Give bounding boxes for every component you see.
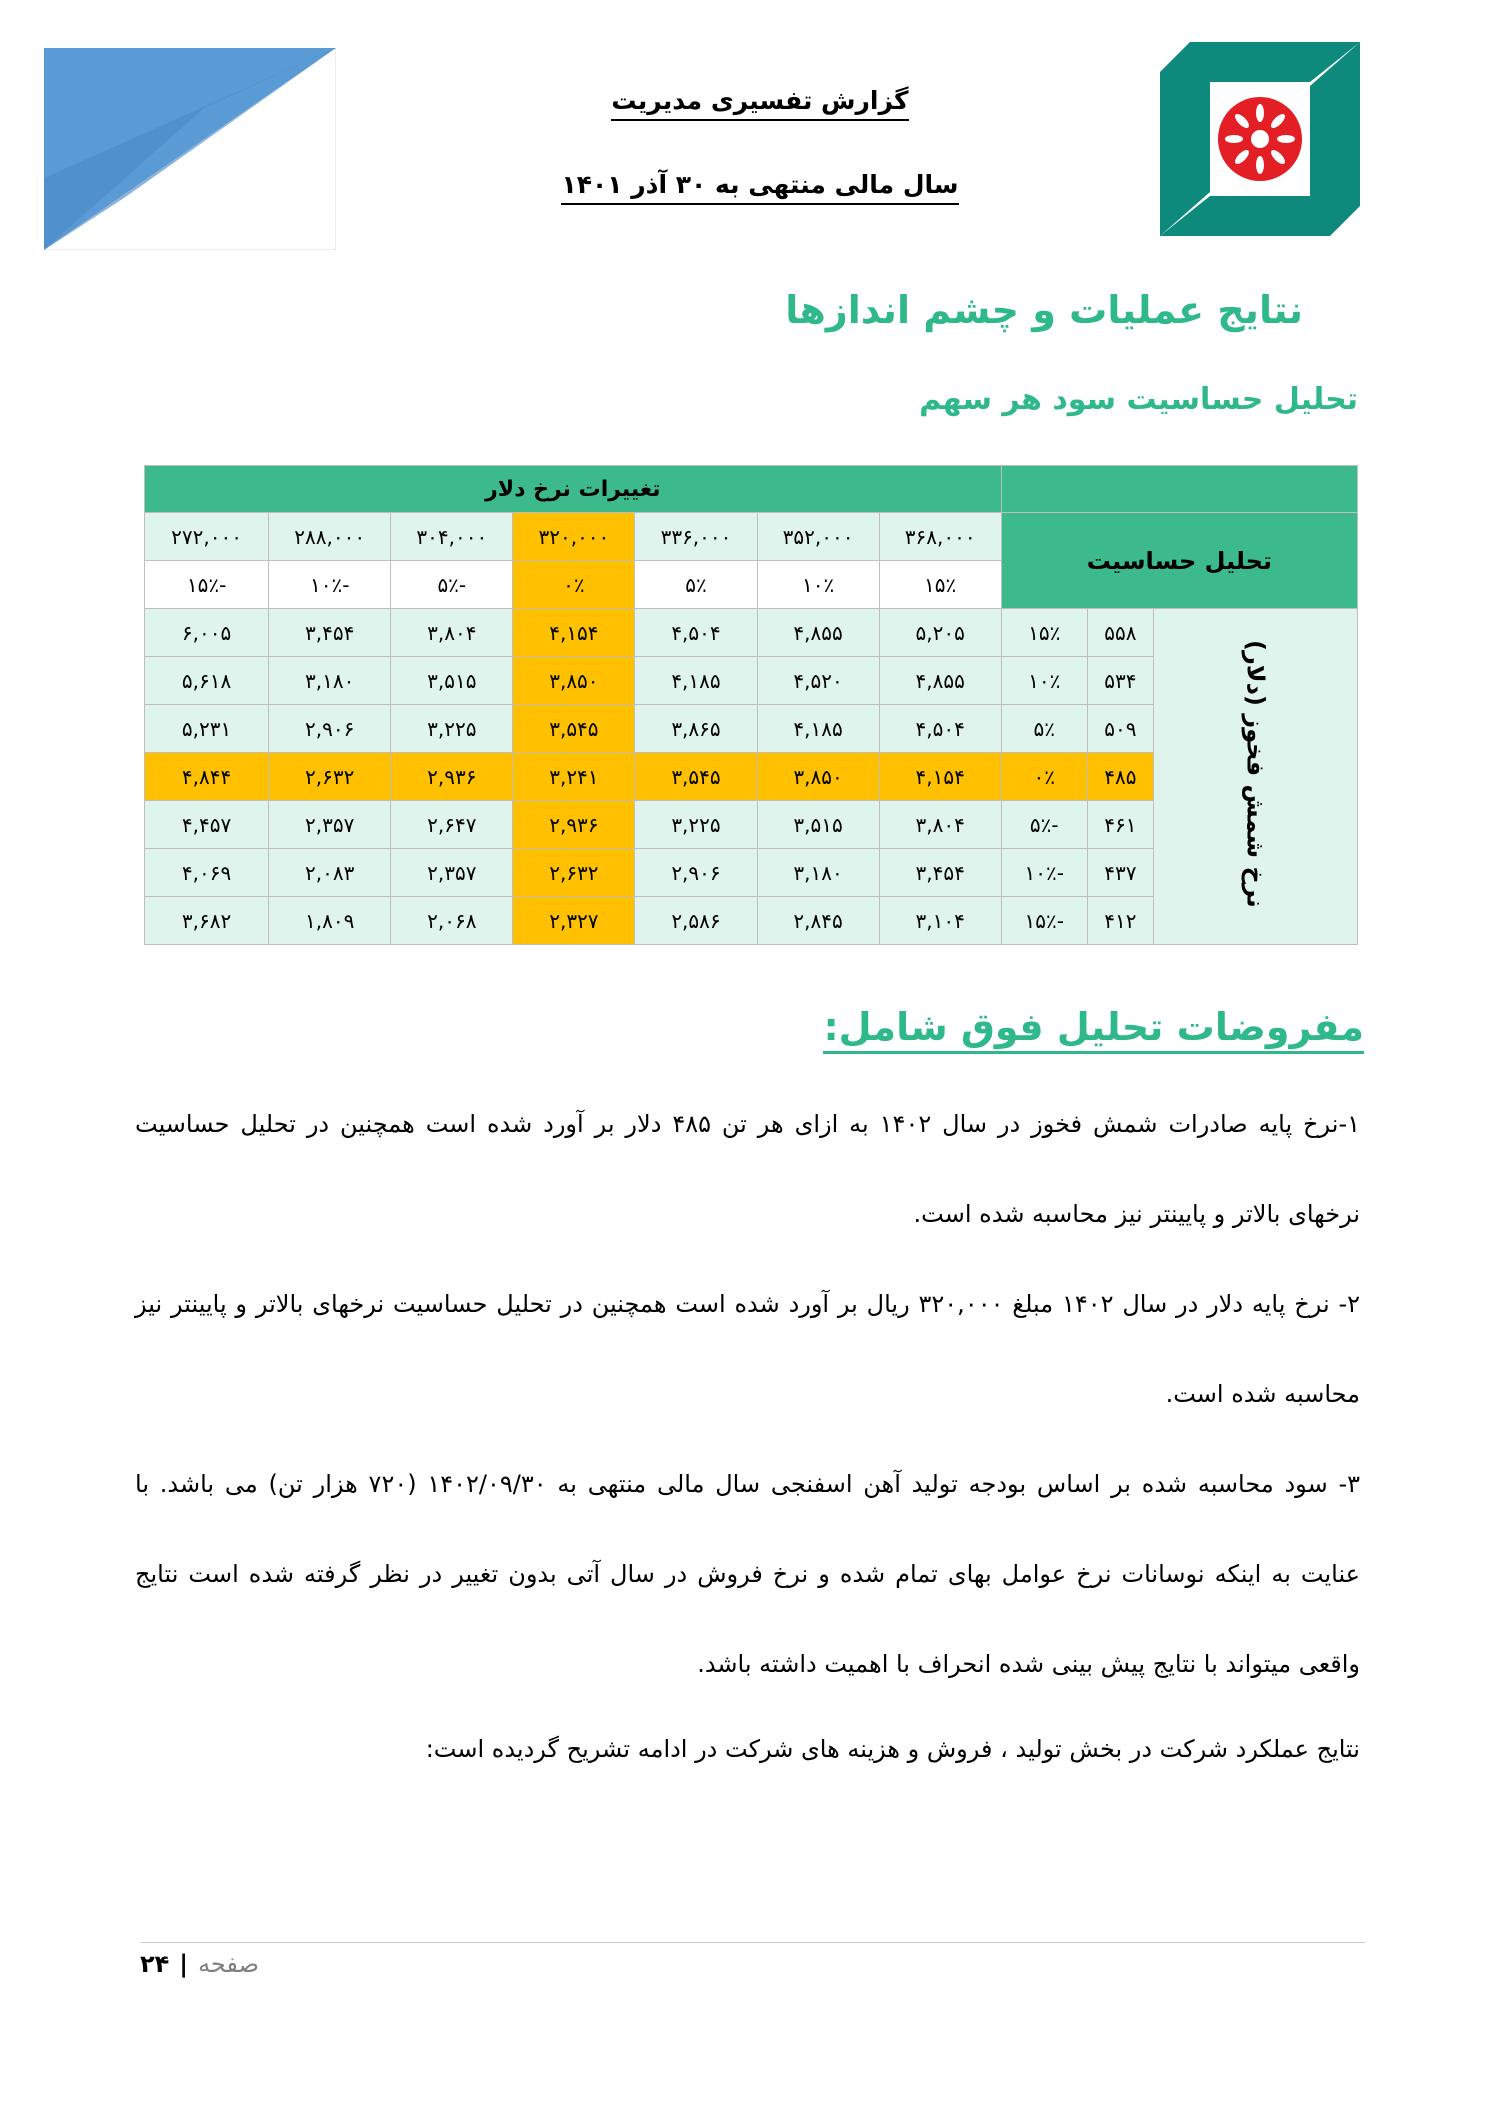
eps-cell: ۳,۶۸۲ (145, 897, 269, 945)
eps-cell: ۲,۳۵۷ (391, 849, 513, 897)
eps-cell: ۴,۱۵۴ (879, 753, 1001, 801)
eps-cell: ۳,۵۴۵ (513, 705, 635, 753)
sensitivity-table (144, 465, 1358, 945)
bullion-change: -۱۵٪ (1001, 897, 1087, 945)
eps-cell: ۴,۵۰۴ (635, 609, 757, 657)
eps-cell: ۵,۲۰۵ (879, 609, 1001, 657)
eps-cell: ۴,۴۵۷ (145, 801, 269, 849)
eps-cell: ۳,۱۰۴ (879, 897, 1001, 945)
eps-cell: ۴,۱۸۵ (635, 657, 757, 705)
dollar-change-header: ۰٪ (513, 561, 635, 609)
bullion-change: ۱۵٪ (1001, 609, 1087, 657)
eps-cell: ۲,۶۳۲ (269, 753, 391, 801)
bullion-price: ۵۰۹ (1087, 705, 1153, 753)
dollar-change-header: -۵٪ (391, 561, 513, 609)
dollar-change-header: -۱۵٪ (145, 561, 269, 609)
eps-cell: ۲,۰۸۳ (269, 849, 391, 897)
dollar-rate-header: ۳۵۲,۰۰۰ (757, 513, 879, 561)
eps-cell: ۲,۰۶۸ (391, 897, 513, 945)
eps-cell: ۳,۸۰۴ (391, 609, 513, 657)
dollar-change-header: -۱۰٪ (269, 561, 391, 609)
sub-heading: تحلیل حساسیت سود هر سهم (919, 382, 1358, 417)
eps-cell: ۳,۸۵۰ (513, 657, 635, 705)
bullion-change: ۵٪ (1001, 705, 1087, 753)
eps-cell: ۶,۰۰۵ (145, 609, 269, 657)
eps-cell: ۲,۹۳۶ (391, 753, 513, 801)
dollar-rate-header: ۲۷۲,۰۰۰ (145, 513, 269, 561)
side-label: نرخ شمش فخوز (دلار) (1241, 640, 1270, 908)
eps-cell: ۲,۵۸۶ (635, 897, 757, 945)
dollar-rate-header: ۳۲۰,۰۰۰ (513, 513, 635, 561)
bullion-change: ۱۰٪ (1001, 657, 1087, 705)
bullion-price: ۴۶۱ (1087, 801, 1153, 849)
assumptions-title: مفروضات تحلیل فوق شامل: (823, 1005, 1364, 1049)
eps-cell: ۳,۲۲۵ (635, 801, 757, 849)
eps-cell: ۳,۸۰۴ (879, 801, 1001, 849)
table-band-title: تغییرات نرخ دلار (145, 466, 1002, 513)
eps-cell: ۴,۱۵۴ (513, 609, 635, 657)
eps-cell: ۲,۶۴۷ (391, 801, 513, 849)
footer-separator: | (179, 1950, 189, 1978)
closing-paragraph: نتایج عملکرد شرکت در بخش تولید ، فروش و هزینه های شرکت در ادامه تشریح گردیده است: (425, 1735, 1360, 1763)
bullion-change: -۱۰٪ (1001, 849, 1087, 897)
dollar-rate-header: ۳۳۶,۰۰۰ (635, 513, 757, 561)
side-label-cell (1153, 609, 1357, 945)
eps-cell: ۳,۱۸۰ (757, 849, 879, 897)
report-title: گزارش تفسیری مدیریت (560, 86, 960, 115)
assumption-paragraph-3: ۳- سود محاسبه شده بر اساس بودجه تولید آهن اسفنجی سال مالی منتهی به ۱۴۰۲/۰۹/۳۰ (۷۲۰ هزار تن) می باشد. با عنایت به اینکه نوسانات نرخ عوامل بهای تمام شده و نرخ فروش در سال آتی بدون تغییر در نظر گرفته شده است نتایج واقعی میتواند با نتایج پیش بینی شده انحراف با اهمیت داشته باشد. (135, 1470, 1360, 1678)
eps-cell: ۳,۸۶۵ (635, 705, 757, 753)
assumption-paragraph-2: ۲- نرخ پایه دلار در سال ۱۴۰۲ مبلغ ۳۲۰,۰۰۰ ریال بر آورد شده است همچنین در تحلیل حساسیت نرخهای بالاتر و پایینتر نیز محاسبه شده است. (135, 1290, 1360, 1408)
table-row (145, 609, 1358, 657)
bullion-change: ۰٪ (1001, 753, 1087, 801)
eps-cell: ۲,۹۰۶ (635, 849, 757, 897)
header-decoration (44, 48, 336, 250)
dollar-change-header: ۱۵٪ (879, 561, 1001, 609)
eps-cell: ۲,۹۳۶ (513, 801, 635, 849)
eps-cell: ۲,۳۵۷ (269, 801, 391, 849)
eps-cell: ۵,۶۱۸ (145, 657, 269, 705)
eps-cell: ۳,۴۵۴ (879, 849, 1001, 897)
eps-cell: ۳,۱۸۰ (269, 657, 391, 705)
dollar-rate-header: ۳۰۴,۰۰۰ (391, 513, 513, 561)
eps-cell: ۳,۲۴۱ (513, 753, 635, 801)
eps-cell: ۴,۸۵۵ (879, 657, 1001, 705)
page-footer (140, 1950, 259, 1978)
bullion-change: -۵٪ (1001, 801, 1087, 849)
eps-cell: ۳,۴۵۴ (269, 609, 391, 657)
eps-cell: ۵,۲۳۱ (145, 705, 269, 753)
table-corner-label: تحلیل حساسیت (1001, 513, 1357, 609)
eps-cell: ۲,۸۴۵ (757, 897, 879, 945)
bullion-price: ۴۸۵ (1087, 753, 1153, 801)
eps-cell: ۴,۱۸۵ (757, 705, 879, 753)
bullion-price: ۴۱۲ (1087, 897, 1153, 945)
eps-cell: ۲,۳۲۷ (513, 897, 635, 945)
eps-cell: ۴,۰۶۹ (145, 849, 269, 897)
eps-cell: ۳,۵۱۵ (391, 657, 513, 705)
bullion-price: ۵۵۸ (1087, 609, 1153, 657)
dollar-rate-header: ۳۶۸,۰۰۰ (879, 513, 1001, 561)
company-logo (1160, 42, 1360, 236)
eps-cell: ۳,۲۲۵ (391, 705, 513, 753)
eps-cell: ۲,۶۳۲ (513, 849, 635, 897)
footer-divider (140, 1942, 1365, 1943)
eps-cell: ۲,۹۰۶ (269, 705, 391, 753)
eps-cell: ۴,۸۴۴ (145, 753, 269, 801)
bullion-price: ۵۳۴ (1087, 657, 1153, 705)
eps-cell: ۴,۵۰۴ (879, 705, 1001, 753)
eps-cell: ۳,۵۱۵ (757, 801, 879, 849)
page-number: ۲۴ (140, 1950, 170, 1978)
report-subtitle: سال مالی منتهی به ۳۰ آذر ۱۴۰۱ (560, 170, 960, 199)
eps-cell: ۳,۸۵۰ (757, 753, 879, 801)
section-heading: نتایج عملیات و چشم اندازها (785, 288, 1303, 332)
bullion-price: ۴۳۷ (1087, 849, 1153, 897)
eps-cell: ۴,۸۵۵ (757, 609, 879, 657)
eps-cell: ۱,۸۰۹ (269, 897, 391, 945)
dollar-change-header: ۱۰٪ (757, 561, 879, 609)
page-word: صفحه (198, 1950, 259, 1978)
dollar-rate-header: ۲۸۸,۰۰۰ (269, 513, 391, 561)
eps-cell: ۳,۵۴۵ (635, 753, 757, 801)
eps-cell: ۴,۵۲۰ (757, 657, 879, 705)
dollar-change-header: ۵٪ (635, 561, 757, 609)
assumption-paragraph-1: ۱-نرخ پایه صادرات شمش فخوز در سال ۱۴۰۲ به ازای هر تن ۴۸۵ دلار بر آورد شده است همچنین در تحلیل حساسیت نرخهای بالاتر و پایینتر نیز محاسبه شده است. (135, 1110, 1361, 1228)
